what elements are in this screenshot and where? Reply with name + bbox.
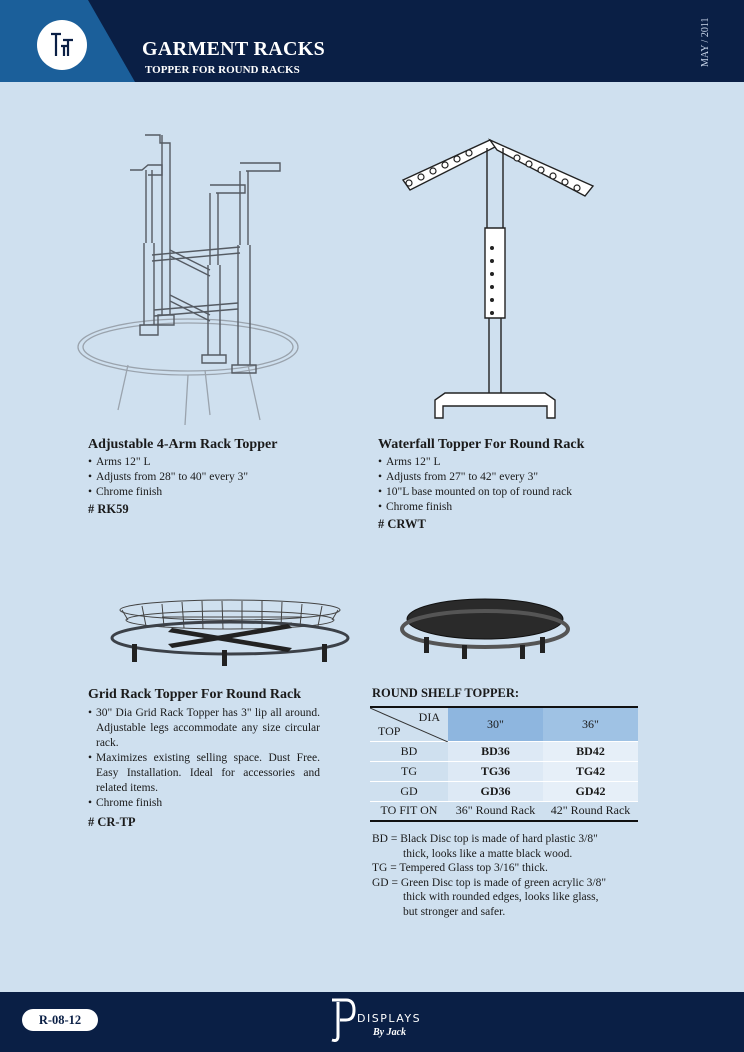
corner-top-label: TOP <box>378 723 401 738</box>
note-continuation: thick with rounded edges, looks like glass, <box>403 891 599 903</box>
page-subtitle: TOPPER FOR ROUND RACKS <box>145 64 300 76</box>
table-header-row <box>370 707 638 741</box>
row-label: BD <box>370 741 448 761</box>
shelf-table-title: ROUND SHELF TOPPER: <box>372 686 520 700</box>
note-line: BD = Black Disc top is made of hard plastic 3/8" <box>372 833 598 845</box>
note-line: TG = Tempered Glass top 3/16" thick. <box>372 862 548 874</box>
feature-item: • Chrome finish <box>88 485 358 500</box>
table-cell: TG42 <box>543 761 638 781</box>
column-header: 36" <box>543 707 638 741</box>
table-row <box>370 761 638 781</box>
shelf-notes <box>372 832 632 919</box>
table-cell: GD36 <box>448 781 543 801</box>
row-label: TO FIT ON <box>370 801 448 821</box>
brand-logo <box>37 20 87 70</box>
product-title: Waterfall Topper For Round Rack <box>378 437 585 452</box>
issue-date: MAY / 2011 <box>700 17 711 67</box>
table-cell: GD42 <box>543 781 638 801</box>
feature-list <box>378 455 648 515</box>
shelf-topper-table <box>370 706 638 822</box>
product-title: Adjustable 4-Arm Rack Topper <box>88 437 278 452</box>
table-cell: BD42 <box>543 741 638 761</box>
feature-item: • 10"L base mounted on top of round rack <box>378 485 648 500</box>
note-line: GD = Green Disc top is made of green acrylic 3/8" <box>372 876 607 889</box>
waterfall-topper-image <box>395 138 605 428</box>
product-title: Grid Rack Topper For Round Rack <box>88 687 302 702</box>
feature-list <box>88 706 320 811</box>
row-label: GD <box>370 781 448 801</box>
feature-item: • Arms 12" L <box>378 455 648 470</box>
table-row <box>370 781 638 801</box>
brand-tagline: By Jack <box>373 1027 407 1038</box>
page-title: GARMENT RACKS <box>142 38 325 60</box>
brand-name: DISPLAYS <box>357 1012 422 1025</box>
table-cell: 36" Round Rack <box>448 801 543 821</box>
table-row <box>370 801 638 821</box>
feature-item: • Adjusts from 28" to 40" every 3" <box>88 470 358 485</box>
feature-item: • Maximizes existing selling space. Dust Free. Easy Installation. Ideal for accessories and related items. <box>88 751 320 796</box>
product-code: # RK59 <box>88 502 129 516</box>
grid-rack-topper-image <box>102 592 362 672</box>
note-continuation: but stronger and safer. <box>403 905 506 918</box>
displays-logo-icon <box>328 996 358 1046</box>
table-row <box>370 741 638 761</box>
feature-item: • 30" Dia Grid Rack Topper has 3" lip all around. Adjustable legs accommodate any size circular rack. <box>88 706 320 751</box>
note-continuation: thick, looks like a matte black wood. <box>403 847 573 860</box>
four-arm-rack-image <box>70 125 310 425</box>
table-corner-cell <box>370 707 448 741</box>
product-code: # CRWT <box>378 517 426 531</box>
rack-logo-icon <box>37 20 87 70</box>
feature-item: • Chrome finish <box>88 796 320 811</box>
feature-item: • Arms 12" L <box>88 455 358 470</box>
table-cell: TG36 <box>448 761 543 781</box>
round-shelf-image <box>400 597 580 667</box>
table-cell: BD36 <box>448 741 543 761</box>
feature-list <box>88 455 358 500</box>
column-header: 30" <box>448 707 543 741</box>
row-label: TG <box>370 761 448 781</box>
corner-dia-label: DIA <box>418 710 440 724</box>
table-cell: 42" Round Rack <box>543 801 638 821</box>
page-code-badge: R-08-12 <box>22 1009 98 1031</box>
feature-item: • Chrome finish <box>378 500 648 515</box>
feature-item: • Adjusts from 27" to 42" every 3" <box>378 470 648 485</box>
product-code: # CR-TP <box>88 815 136 829</box>
